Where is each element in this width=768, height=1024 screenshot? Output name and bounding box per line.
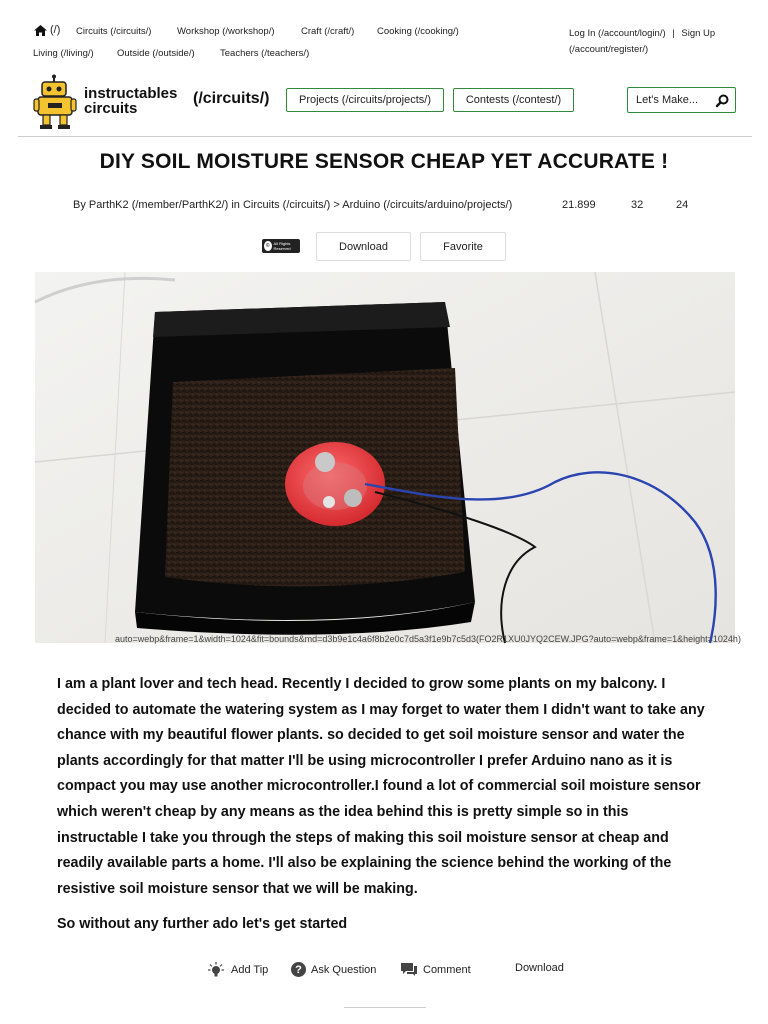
projects-button[interactable]: Projects (/circuits/projects/) <box>286 88 444 112</box>
home-icon <box>34 25 47 36</box>
instructables-robot-logo[interactable] <box>32 74 82 130</box>
search-placeholder: Let's Make... <box>636 94 699 106</box>
nav-link-cooking[interactable]: Cooking (/cooking/) <box>377 26 459 37</box>
license-label: All Rights Reserved <box>273 241 291 251</box>
brand-line-instructables: instructables <box>84 85 178 102</box>
ask-question-button[interactable] <box>291 962 376 977</box>
comment-icon <box>400 962 418 977</box>
bottom-download-button[interactable] <box>515 962 564 974</box>
outro-paragraph: So without any further ado let's get started <box>57 916 348 932</box>
favorites-count: 32 <box>631 199 644 211</box>
comment-label: Comment <box>423 963 471 976</box>
license-badge[interactable] <box>262 239 300 253</box>
register-link[interactable]: (/account/register/) <box>569 44 649 55</box>
nav-link-outside[interactable]: Outside (/outside/) <box>117 48 195 59</box>
views-count: 21.899 <box>562 199 596 211</box>
byline[interactable]: By ParthK2 (/member/ParthK2/) in Circuits (/circuits/) > Arduino (/circuits/arduino/projects/) <box>73 199 513 211</box>
download-button[interactable]: Download <box>316 232 411 261</box>
bottom-divider <box>344 1007 426 1008</box>
search-icon[interactable] <box>716 94 729 107</box>
question-icon: ? <box>291 962 306 977</box>
home-link[interactable] <box>34 25 60 36</box>
lightbulb-icon <box>206 962 226 978</box>
comments-count: 24 <box>676 199 689 211</box>
favorite-button[interactable]: Favorite <box>420 232 506 261</box>
image-caption: auto=webp&frame=1&width=1024&fit=bounds&md=d3b9e1c4a6f8b2e0c7d5a3f1e9b7c5d3(FO2R1XU0JYQ2CEW.JPG?auto=webp&frame=1&height=1024h) <box>115 634 741 644</box>
ask-question-label: Ask Question <box>311 963 377 976</box>
login-link[interactable]: Log In (/account/login/) <box>569 28 666 39</box>
signup-link[interactable]: Sign Up <box>681 28 716 39</box>
copyright-icon: © <box>265 243 270 249</box>
account-separator: | <box>672 28 675 39</box>
channel-path[interactable]: (/circuits/) <box>193 90 270 107</box>
soil-moisture-sensor-photo <box>35 272 741 644</box>
add-tip-label: Add Tip <box>231 964 269 976</box>
account-links <box>569 25 715 59</box>
bottom-download-label: Download <box>515 962 564 974</box>
hero-image[interactable] <box>35 272 741 644</box>
home-link-label: (/) <box>50 24 61 36</box>
nav-link-workshop[interactable]: Workshop (/workshop/) <box>177 26 275 37</box>
brand-line-circuits: circuits <box>84 100 138 117</box>
comment-button[interactable] <box>400 962 471 977</box>
intro-paragraph: I am a plant lover and tech head. Recently I decided to grow some plants on my balcony. I decided to automate the watering system as I may forget to water them I didn't want to take any chance with my beautiful flower plants. so decided to get soil moisture sensor and water the plants accordingly for that matter I'll be using microcontroller I prefer Arduino nano as it is compact you may use another microcontroller.I found a lot of commercial soil moisture sensor which weren't cheap by any means as the idea behind this is pretty simple so in this instructable I take you through the steps of making this soil moisture sensor at cheap and readily available parts a home. I'll also be explaining the science behind the working of the resistive soil moisture sensor that we will be making. <box>57 676 705 897</box>
header-divider <box>18 136 752 137</box>
search-input[interactable] <box>627 87 736 113</box>
nav-link-craft[interactable]: Craft (/craft/) <box>301 26 355 37</box>
nav-link-living[interactable]: Living (/living/) <box>33 48 94 59</box>
contests-button[interactable]: Contests (/contest/) <box>453 88 574 112</box>
nav-link-circuits[interactable]: Circuits (/circuits/) <box>76 26 152 37</box>
page-title: DIY SOIL MOISTURE SENSOR CHEAP YET ACCURATE ! <box>99 150 669 173</box>
nav-link-teachers[interactable]: Teachers (/teachers/) <box>220 48 310 59</box>
brand-name[interactable] <box>84 86 177 116</box>
add-tip-button[interactable] <box>206 962 268 978</box>
